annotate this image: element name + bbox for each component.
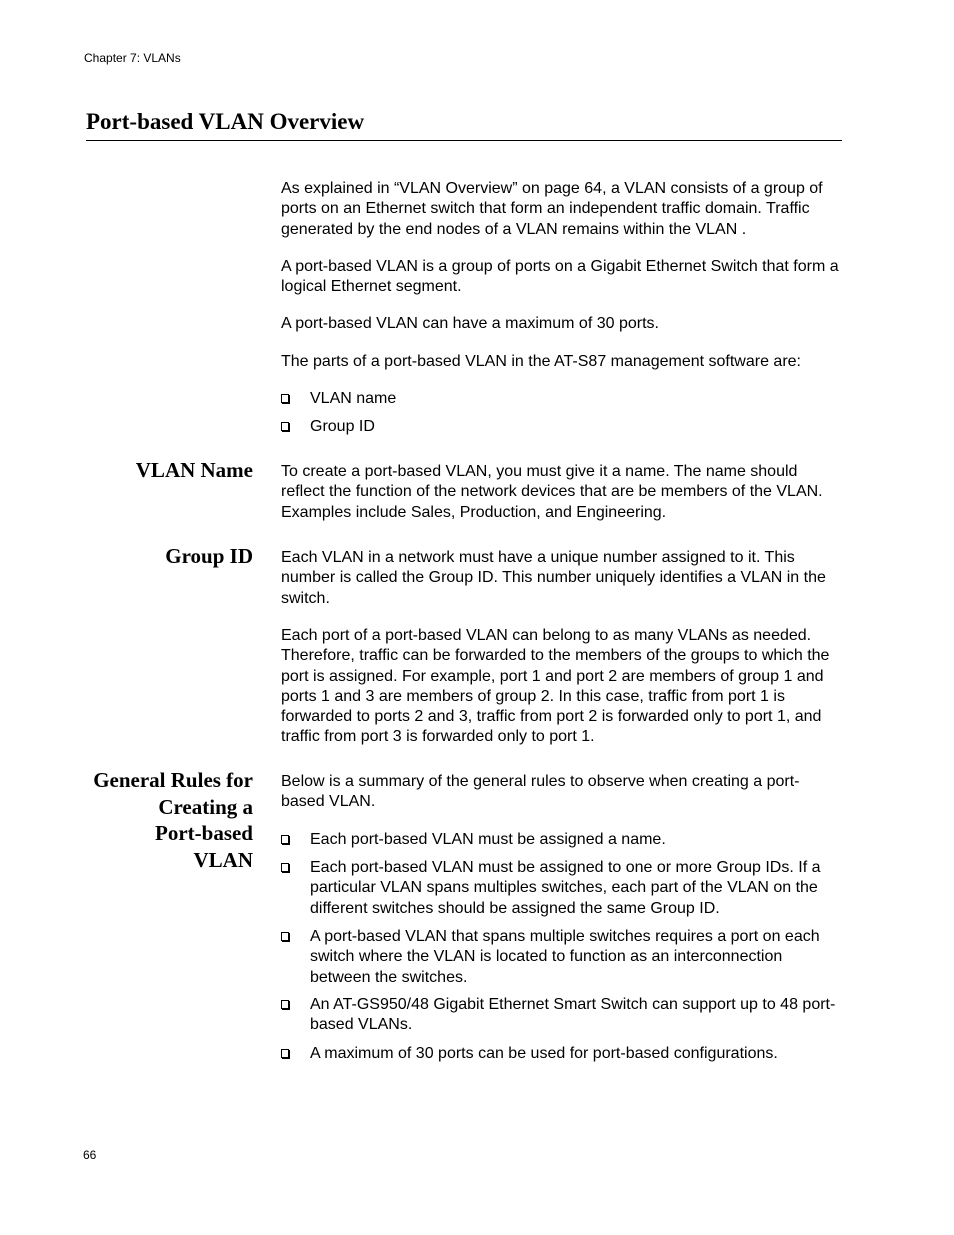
heading-line: Creating a <box>158 794 253 819</box>
list-item-text: An AT-GS950/48 Gigabit Ethernet Smart Switch can support up to 48 port-based VLANs. <box>310 996 836 1034</box>
checkbox-bullet-icon <box>281 835 289 844</box>
checkbox-bullet-icon <box>281 422 289 431</box>
checkbox-bullet-icon <box>281 1049 289 1058</box>
vlan-name-paragraph: To create a port-based VLAN, you must give it a name. The name should reflect the function of the network devices that are be members of the VLAN. Examples include Sales, Production, and Engineering. <box>281 463 823 521</box>
list-item-text: Each port-based VLAN must be assigned to one or more Group IDs. If a particular VLAN spans multiples switches, each part of the VLAN on the different switches should be assigned the same Group ID. <box>310 859 821 917</box>
page-title: Port-based VLAN Overview <box>86 109 365 134</box>
section-heading-general-rules <box>60 767 253 873</box>
list-item <box>281 858 843 919</box>
intro-paragraph-3: A port-based VLAN can have a maximum of 30 ports. <box>281 315 659 332</box>
list-item-text: A maximum of 30 ports can be used for port-based configurations. <box>310 1045 778 1062</box>
list-item <box>281 1044 843 1064</box>
list-item <box>281 417 843 437</box>
section-heading-group-id: Group ID <box>165 544 253 568</box>
list-item-text: Group ID <box>310 418 375 435</box>
intro-paragraph-2: A port-based VLAN is a group of ports on a Gigabit Ethernet Switch that form a logical Ethernet segment. <box>281 258 839 296</box>
checkbox-bullet-icon <box>281 863 289 872</box>
list-item <box>281 830 843 850</box>
general-rules-paragraph: Below is a summary of the general rules to observe when creating a port-based VLAN. <box>281 773 800 811</box>
list-item-text: Each port-based VLAN must be assigned a name. <box>310 831 666 848</box>
list-item <box>281 927 843 988</box>
intro-paragraph-1: As explained in “VLAN Overview” on page 64, a VLAN consists of a group of ports on an Ethernet switch that form an independent traffic domain. Traffic generated by the end nodes of a VLAN remains within the VLAN . <box>281 180 823 238</box>
heading-line: VLAN <box>193 847 253 872</box>
title-rule <box>86 140 842 141</box>
group-id-paragraph-2: Each port of a port-based VLAN can belong to as many VLANs as needed. Therefore, traffic can be forwarded to the members of the groups to which the port is assigned. For example, port 1 and port 2 are members of group 1 and ports 1 and 3 are members of group 2. In this case, traffic from port 1 is forwarded to ports 2 and 3, traffic from port 2 is forwarded only to port 1, and traffic from port 3 is forwarded only to port 1. <box>281 627 830 746</box>
heading-line: Port-based <box>155 821 253 845</box>
checkbox-bullet-icon <box>281 932 289 941</box>
list-item-text: A port-based VLAN that spans multiple switches requires a port on each switch where the VLAN is located to function as an interconnection between the switches. <box>310 928 820 986</box>
list-item <box>281 995 843 1036</box>
running-header: Chapter 7: VLANs <box>84 51 181 65</box>
section-heading-vlan-name: VLAN Name <box>135 458 253 482</box>
list-item-text: VLAN name <box>310 390 397 407</box>
heading-line: General Rules for <box>93 768 253 792</box>
intro-paragraph-4: The parts of a port-based VLAN in the AT-S87 management software are: <box>281 353 801 370</box>
checkbox-bullet-icon <box>281 394 289 403</box>
checkbox-bullet-icon <box>281 1000 289 1009</box>
group-id-paragraph-1: Each VLAN in a network must have a unique number assigned to it. This number is called the Group ID. This number uniquely identifies a VLAN in the switch. <box>281 549 826 607</box>
list-item <box>281 389 843 409</box>
page-number: 66 <box>83 1148 97 1162</box>
